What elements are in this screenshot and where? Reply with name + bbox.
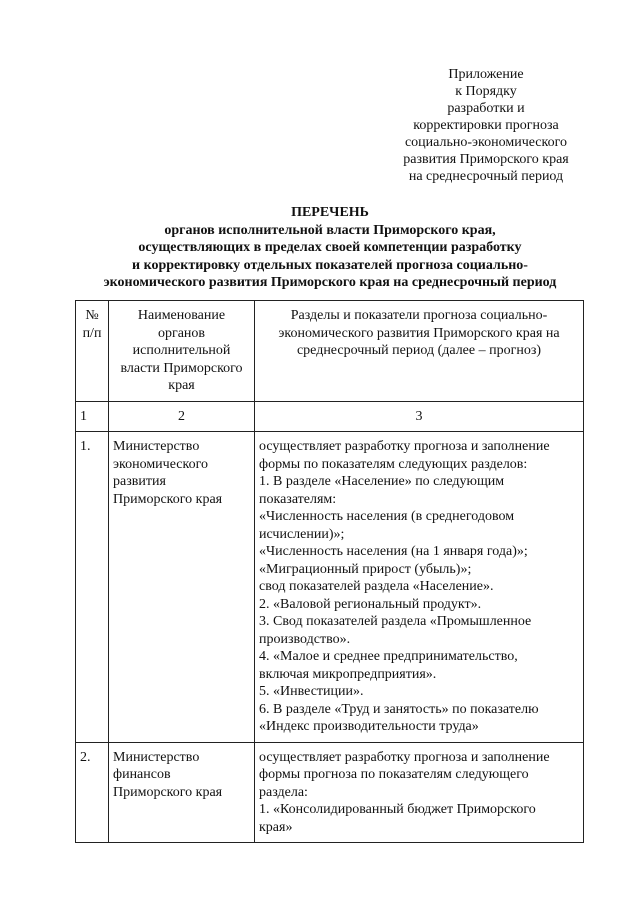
header-text: Наименование <box>137 308 226 323</box>
header-organ-cell <box>109 301 255 402</box>
sections-line: показателям: <box>259 491 337 507</box>
table-header-row <box>76 301 584 402</box>
header-text: среднесрочный период (далее – прогноз) <box>296 343 542 358</box>
sections-line: осуществляет разработку прогноза и заполнение <box>259 439 550 454</box>
sections-line: 1. В разделе «Население» по следующим <box>259 474 505 489</box>
organ-name-line: развития <box>113 474 166 489</box>
table-row <box>76 432 584 743</box>
heading-title: ПЕРЕЧЕНЬ <box>291 205 369 220</box>
sections-line: формы по показателям следующих разделов: <box>259 456 528 472</box>
header-text: экономического развития Приморского края на <box>278 325 560 341</box>
sections-cell <box>255 742 584 843</box>
sections-line: 5. «Инвестиции». <box>259 684 364 699</box>
sections-line: 2. «Валовой региональный продукт». <box>259 596 482 612</box>
header-text: органов <box>157 325 206 341</box>
header-text: п/п <box>82 325 102 341</box>
sections-line: исчислении)»; <box>259 526 345 542</box>
organ-name-line: Министерство <box>113 749 200 765</box>
sections-line: 1. «Консолидированный бюджет Приморского <box>259 802 536 817</box>
appendix-line: социально-экономического <box>404 135 568 150</box>
organ-name-line: экономического <box>113 456 208 472</box>
column-number: 2 <box>109 401 255 432</box>
sections-line: раздела: <box>259 784 308 800</box>
sections-line: края» <box>259 819 293 835</box>
column-number: 3 <box>255 401 584 432</box>
table-row <box>76 742 584 843</box>
sections-cell <box>255 432 584 743</box>
header-text: власти Приморского <box>120 360 243 376</box>
authorities-table <box>75 300 584 843</box>
organ-name-cell <box>109 432 255 743</box>
appendix-line: к Порядку <box>455 84 517 99</box>
sections-line: формы прогноза по показателям следующего <box>259 767 529 782</box>
organ-name-line: финансов <box>113 767 171 782</box>
sections-line: «Миграционный прирост (убыль)»; <box>259 561 472 577</box>
organ-name-line: Министерство <box>113 439 200 454</box>
header-text: Разделы и показатели прогноза социально- <box>290 308 548 323</box>
organ-name-line: Приморского края <box>113 491 223 507</box>
heading-line: осуществляющих в пределах своей компетенции разработку <box>138 240 522 255</box>
appendix-line: корректировки прогноза <box>413 118 559 133</box>
appendix-line: на среднесрочный период <box>408 169 564 184</box>
header-text: края <box>168 378 195 393</box>
sections-line: свод показателей раздела «Население». <box>259 579 494 594</box>
document-heading <box>60 204 600 292</box>
sections-line: осуществляет разработку прогноза и заполнение <box>259 749 550 765</box>
appendix-line: Приложение <box>448 67 524 82</box>
sections-line: 6. В разделе «Труд и занятость» по показателю <box>259 701 539 717</box>
heading-line: и корректировку отдельных показателей прогноза социально- <box>132 257 528 273</box>
column-number: 1 <box>76 401 109 432</box>
sections-line: «Индекс производительности труда» <box>259 719 479 734</box>
sections-line: производство». <box>259 631 351 647</box>
heading-line: экономического развития Приморского края на среднесрочный период <box>103 275 557 290</box>
row-number: 2. <box>76 742 109 843</box>
sections-line: 4. «Малое и среднее предпринимательство, <box>259 649 518 664</box>
organ-name-cell <box>109 742 255 843</box>
appendix-line: развития Приморского края <box>403 152 569 167</box>
sections-line: включая микропредприятия». <box>259 666 437 682</box>
header-number-cell <box>76 301 109 402</box>
appendix-note <box>388 66 584 185</box>
column-number-row <box>76 401 584 432</box>
heading-line: органов исполнительной власти Приморского края, <box>164 222 496 238</box>
organ-name-line: Приморского края <box>113 784 223 800</box>
header-text: исполнительной <box>132 343 231 358</box>
row-number: 1. <box>76 432 109 743</box>
header-sections-cell <box>255 301 584 402</box>
sections-line: «Численность населения (на 1 января года)»; <box>259 544 528 559</box>
appendix-line: разработки и <box>447 101 525 116</box>
sections-line: «Численность населения (в среднегодовом <box>259 509 515 524</box>
sections-line: 3. Свод показателей раздела «Промышленное <box>259 614 532 629</box>
header-text: № <box>85 308 99 323</box>
